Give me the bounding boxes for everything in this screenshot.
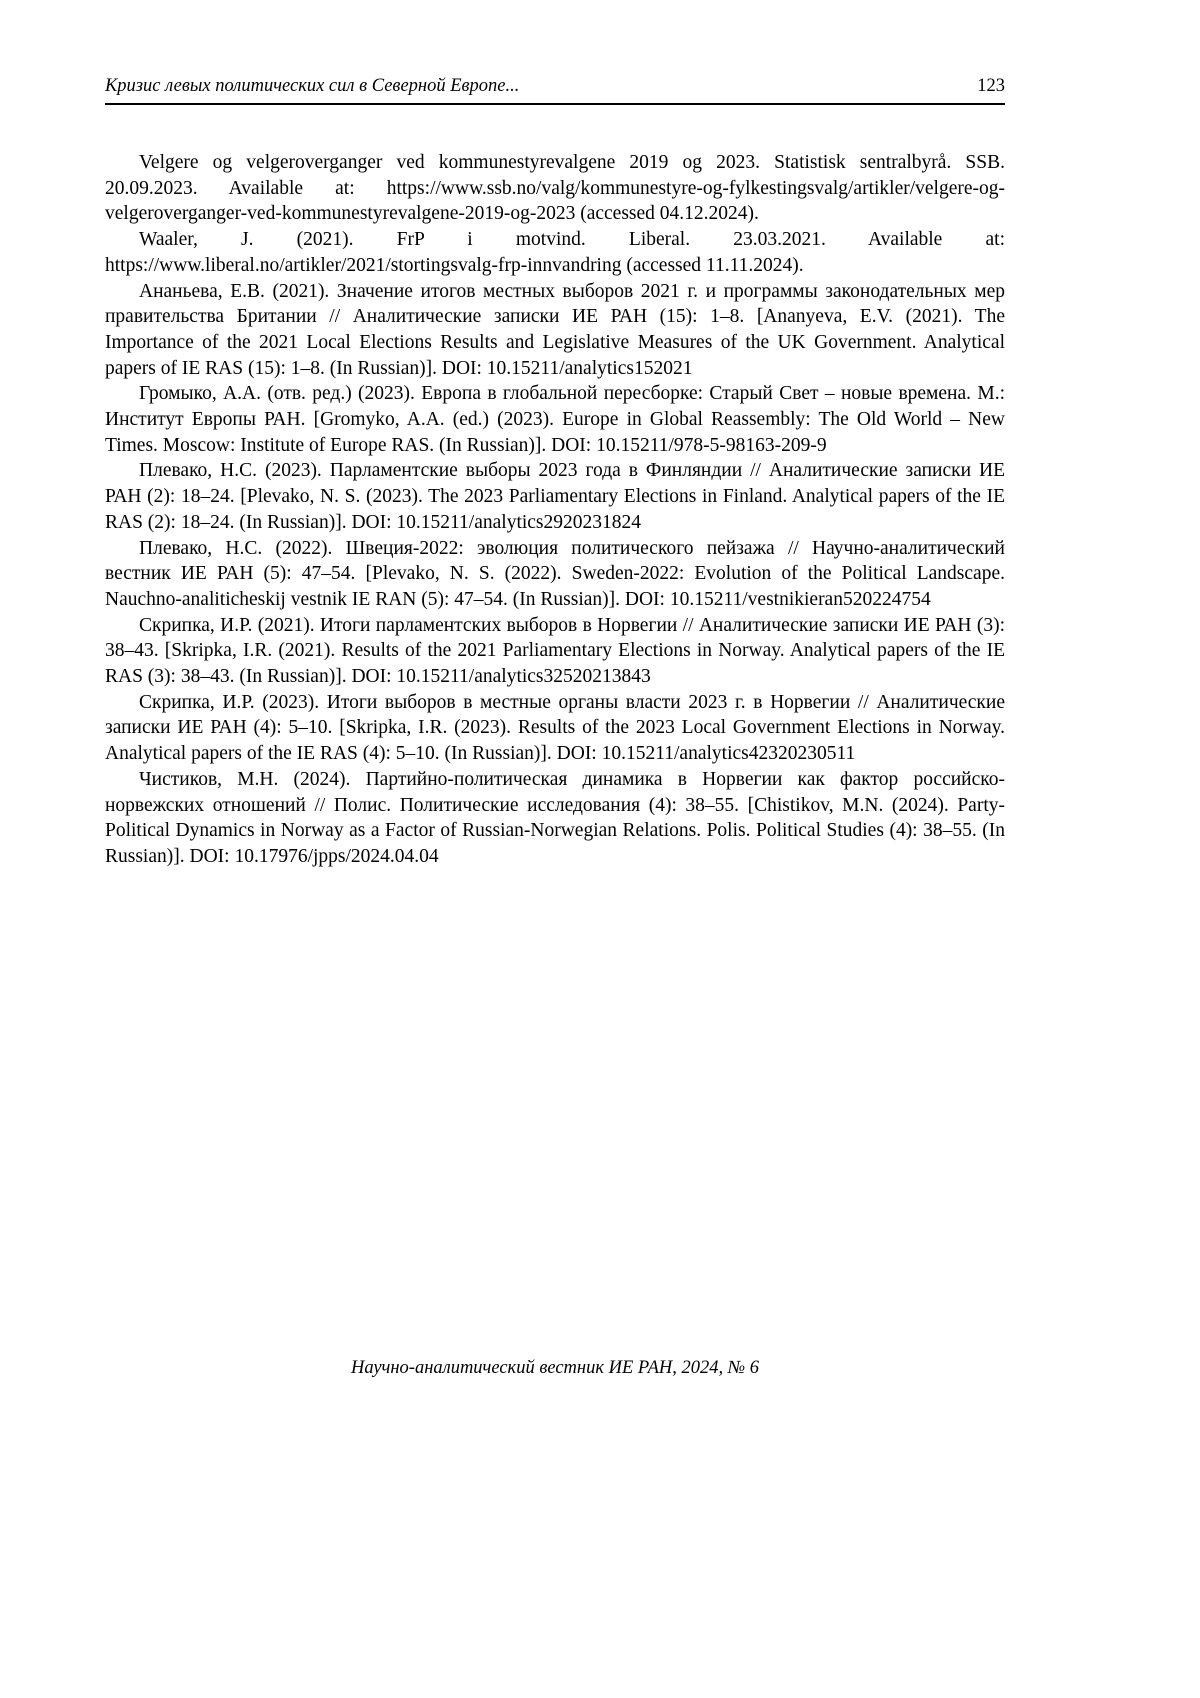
running-title: Кризис левых политических сил в Северной Европе... (105, 76, 520, 96)
reference-entry: Скрипка, И.Р. (2023). Итоги выборов в местные органы власти 2023 г. в Норвегии // Аналитические записки ИЕ РАН (4): 5–10. [Skripka, I.R. (2023). Results of the 2023 Local Government Elections in Norway. Analytical papers of the IE RAS (4): 5–10. (In Russian)]. DOI: 10.15211/analytics42320230511 (105, 691, 1005, 765)
reference-entry: Плевако, Н.С. (2022). Швеция-2022: эволюция политического пейзажа // Научно-аналитический вестник ИЕ РАН (5): 47–54. [Plevako, N. S. (2022). Sweden-2022: Evolution of the Political Landscape. Nauchno-analiticheskij vestnik IE RAN (5): 47–54. (In Russian)]. DOI: 10.15211/vestnikieran520224754 (105, 537, 1005, 610)
reference-entry: Чистиков, М.Н. (2024). Партийно-политическая динамика в Норвегии как фактор российско-норвежских отношений // Полис. Политические исследования (4): 38–55. [Chistikov, M.N. (2024). Party-Political Dynamics in Norway as a Factor of Russian-Norwegian Relations. Polis. Political Studies (4): 38–55. (In Russian)]. DOI: 10.17976/jpps/2024.04.04 (105, 768, 1005, 867)
reference-entry: Громыко, А.А. (отв. ред.) (2023). Европа в глобальной пересборке: Старый Свет – новые времена. М.: Институт Европы РАН. [Gromyko, A.A. (ed.) (2023). Europe in Global Reassembly: The Old World – New Times. Moscow: Institute of Europe RAS. (In Russian)]. DOI: 10.15211/978-5-98163-209-9 (105, 383, 1005, 456)
references-list (105, 150, 1005, 870)
reference-entry: Velgere og velgeroverganger ved kommunestyrevalgene 2019 og 2023. Statistisk sentralbyrå. SSB. 20.09.2023. Available at: https://www.ssb.no/valg/kommunestyre-og-fylkestingsvalg/artikler/velgere-og-velgeroverganger-ved-kommunestyrevalgene-2019-og-2023 (accessed 04.12.2024). (105, 152, 1005, 225)
reference-entry: Ананьева, Е.В. (2021). Значение итогов местных выборов 2021 г. и программы законодательных мер правительства Британии // Аналитические записки ИЕ РАН (15): 1–8. [Ananyeva, E.V. (2021). The Importance of the 2021 Local Elections Results and Legislative Measures of the UK Government. Analytical papers of IE RAS (15): 1–8. (In Russian)]. DOI: 10.15211/analytics152021 (105, 280, 1005, 379)
reference-entry: Плевако, Н.С. (2023). Парламентские выборы 2023 года в Финляндии // Аналитические записки ИЕ РАН (2): 18–24. [Plevako, N. S. (2023). The 2023 Parliamentary Elections in Finland. Analytical papers of the IE RAS (2): 18–24. (In Russian)]. DOI: 10.15211/analytics2920231824 (105, 460, 1005, 533)
reference-entry: Waaler, J. (2021). FrP i motvind. Liberal. 23.03.2021. Available at: https://www.liberal.no/artikler/2021/stortingsvalg-frp-innvandring (accessed 11.11.2024). (105, 229, 1005, 276)
header-rule (105, 103, 1005, 105)
page-number: 123 (977, 76, 1005, 96)
reference-entry: Скрипка, И.Р. (2021). Итоги парламентских выборов в Норвегии // Аналитические записки ИЕ РАН (3): 38–43. [Skripka, I.R. (2021). Results of the 2021 Parliamentary Elections in Norway. Analytical papers of the IE RAS (3): 38–43. (In Russian)]. DOI: 10.15211/analytics32520213843 (105, 614, 1005, 688)
page-header (105, 76, 1005, 97)
page-footer: Научно-аналитический вестник ИЕ РАН, 2024, № 6 (350, 1358, 760, 1378)
